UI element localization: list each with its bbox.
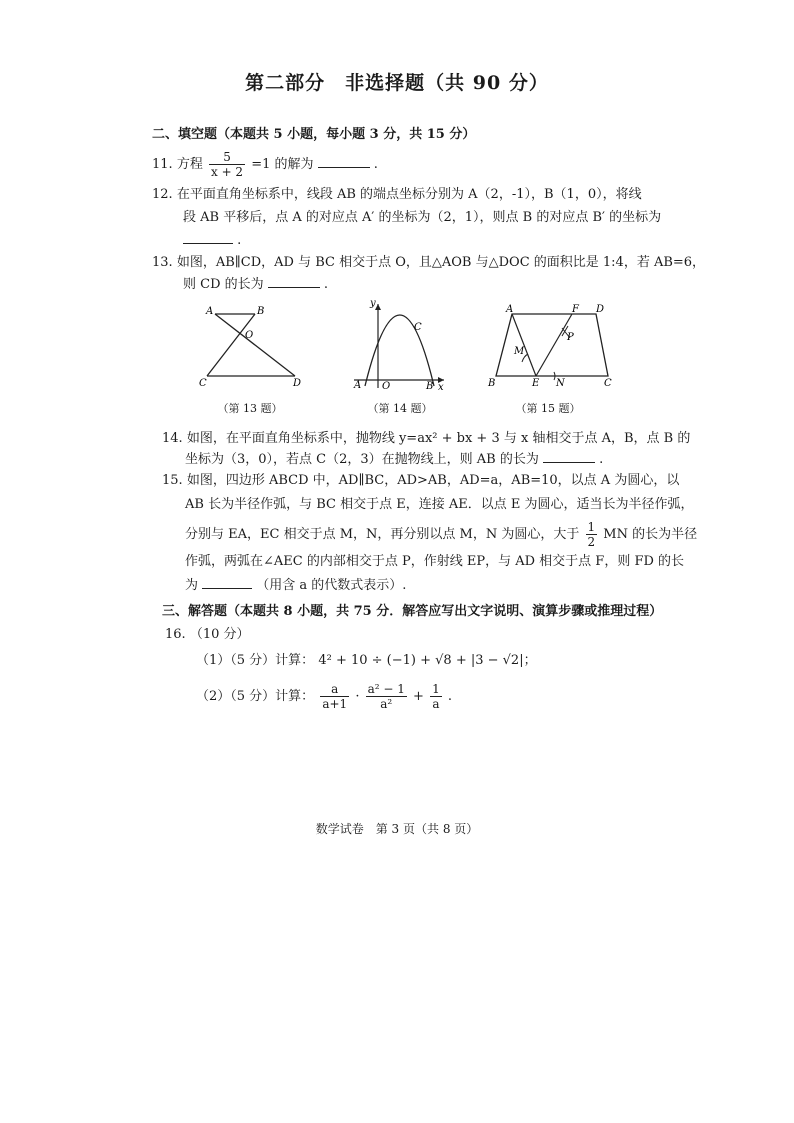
q15-text3-post: MN 的长为半径 [603, 527, 698, 542]
section-3-heading: 三、解答题（本题共 8 小题，共 75 分．解答应写出文字说明、演算步骤或推理过程） [162, 604, 663, 619]
q16-score: （10 分） [189, 627, 250, 642]
figure-13 [195, 300, 310, 392]
q15-number: 15. [162, 473, 183, 488]
label-d: D [596, 304, 605, 315]
label-x: x [438, 382, 444, 392]
q16-p2-plus: + [413, 689, 424, 704]
label-d: D [293, 378, 302, 389]
label-o: O [382, 381, 391, 392]
label-y: y [370, 298, 376, 309]
q11-pre: 方程 [176, 157, 203, 172]
label-a: A [206, 306, 214, 317]
q11-number: 11. [152, 157, 173, 172]
q14-line2 [185, 450, 603, 469]
q13-end: . [323, 277, 329, 292]
label-b: B [488, 378, 496, 389]
question-16-header [165, 626, 250, 644]
label-o: O [245, 330, 254, 341]
q13-answer-blank[interactable] [268, 275, 320, 288]
label-a: A [506, 304, 514, 315]
q11-end: . [373, 157, 378, 172]
q16-p1-expression: 4² + 10 ÷ (−1) + √8 + |3 − √2|； [318, 653, 537, 668]
label-b: B [257, 306, 265, 317]
q15-half-fraction [586, 520, 598, 549]
q16-p1-label: （1）（5 分）计算： [196, 653, 315, 668]
q12-text1: 在平面直角坐标系中，线段 AB 的端点坐标分别为 A（2，-1），B（1，0），将线 [176, 187, 642, 202]
label-m: M [514, 346, 525, 357]
segment-ae [512, 314, 536, 376]
q12-end: . [237, 233, 242, 248]
q15-text2: AB 长为半径作弧，与 BC 相交于点 E，连接 AE．以点 E 为圆心，适当长为半径作弧， [185, 497, 694, 512]
label-c: C [604, 378, 612, 389]
label-e: E [532, 378, 540, 389]
label-f: F [572, 304, 579, 315]
q15-line5 [185, 576, 406, 595]
q15-answer-blank[interactable] [202, 576, 252, 589]
q12-text2: 段 AB 平移后，点 A 的对应点 A′ 的坐标为（2，1），则点 B 的对应点 B′ 的坐标为 [183, 210, 662, 225]
q12-answer-blank[interactable] [183, 231, 233, 244]
label-p: P [567, 332, 574, 343]
y-axis-arrow [375, 304, 381, 310]
label-a: A [354, 380, 362, 391]
q14-number: 14. [162, 431, 183, 446]
q15-text4: 作弧，两弧在∠AEC 的内部相交于点 P，作射线 EP，与 AD 相交于点 F，则 FD 的长 [185, 554, 685, 569]
q16-p2-frac3 [430, 682, 442, 711]
figure-14 [348, 296, 448, 392]
q14-end: . [599, 452, 604, 467]
page-footer: 数学试卷 第 3 页（共 8 页） [315, 822, 479, 836]
q16-p2-f3-num: 1 [432, 682, 440, 696]
q13-line2 [183, 275, 328, 294]
question-13-line1 [152, 254, 705, 272]
q14-text1: 如图，在平面直角坐标系中，抛物线 y=ax² + bx + 3 与 x 轴相交于点 A，B，点 B 的 [186, 431, 691, 446]
q16-p2-frac1 [320, 682, 349, 711]
q11-fraction [209, 150, 245, 179]
q11-post: =1 的解为 [251, 157, 314, 172]
question-11 [152, 150, 378, 179]
q16-p2-label: （2）（5 分）计算： [196, 689, 315, 704]
q16-p2-dot: · [355, 689, 360, 704]
label-b: B [426, 381, 434, 392]
q16-p2-end: . [447, 689, 452, 704]
q11-answer-blank[interactable] [318, 155, 370, 168]
q15-text5-post: （用含 a 的代数式表示）. [256, 578, 407, 593]
q16-p2-f1-num: a [320, 682, 349, 697]
section-2-heading: 二、填空题（本题共 5 小题，每小题 3 分，共 15 分） [152, 127, 476, 142]
segment-ad [215, 314, 295, 376]
label-c: C [199, 378, 207, 389]
figure-13-caption: （第 13 题） [217, 402, 283, 415]
q15-text5-pre: 为 [185, 578, 199, 593]
q12-number: 12. [152, 187, 173, 202]
question-15-line1 [162, 472, 679, 490]
figure-15-caption: （第 15 题） [515, 402, 581, 415]
q16-p2-frac2 [366, 682, 407, 711]
q16-p2-f2-num: a² − 1 [367, 682, 405, 696]
q14-text2: 坐标为（3，0），若点 C（2，3）在抛物线上，则 AB 的长为 [185, 452, 539, 467]
parabola [365, 315, 434, 386]
q12-line3 [183, 231, 241, 250]
segment-bc [207, 314, 255, 376]
q13-number: 13. [152, 255, 173, 270]
label-c: C [414, 322, 422, 333]
question-14-line1 [162, 430, 690, 448]
q16-p2-f3-den: a [432, 697, 440, 711]
ray-ep [536, 314, 572, 376]
q16-p2-f1-den: a+1 [322, 697, 348, 711]
quadrilateral-abcd [496, 314, 608, 376]
q15-half-den: 2 [587, 535, 596, 549]
q14-answer-blank[interactable] [543, 450, 595, 463]
q16-p2-f2-den: a² [380, 697, 393, 711]
label-n: N [556, 378, 565, 389]
q15-half-num: 1 [587, 520, 596, 534]
question-12-line1 [152, 186, 642, 204]
page-title: 第二部分 非选择题（共 90 分） [245, 72, 549, 94]
q13-text1: 如图，AB∥CD，AD 与 BC 相交于点 O，且△AOB 与△DOC 的面积比是 1:4，若 AB=6， [176, 255, 706, 270]
figure-14-caption: （第 14 题） [367, 402, 433, 415]
q15-text3-pre: 分别与 EA，EC 相交于点 M，N，再分别以点 M，N 为圆心，大于 [185, 527, 580, 542]
q16-part2 [196, 682, 452, 711]
q15-line3 [185, 520, 697, 549]
q13-text2: 则 CD 的长为 [183, 277, 264, 292]
q11-frac-den: x + 2 [210, 165, 244, 179]
q15-text1: 如图，四边形 ABCD 中，AD∥BC，AD>AB，AD=a，AB=10，以点 A 为圆心，以 [186, 473, 680, 488]
q11-frac-num: 5 [209, 150, 245, 165]
q16-part1 [196, 652, 537, 670]
q16-number: 16. [165, 627, 186, 642]
figure-15 [484, 300, 614, 392]
